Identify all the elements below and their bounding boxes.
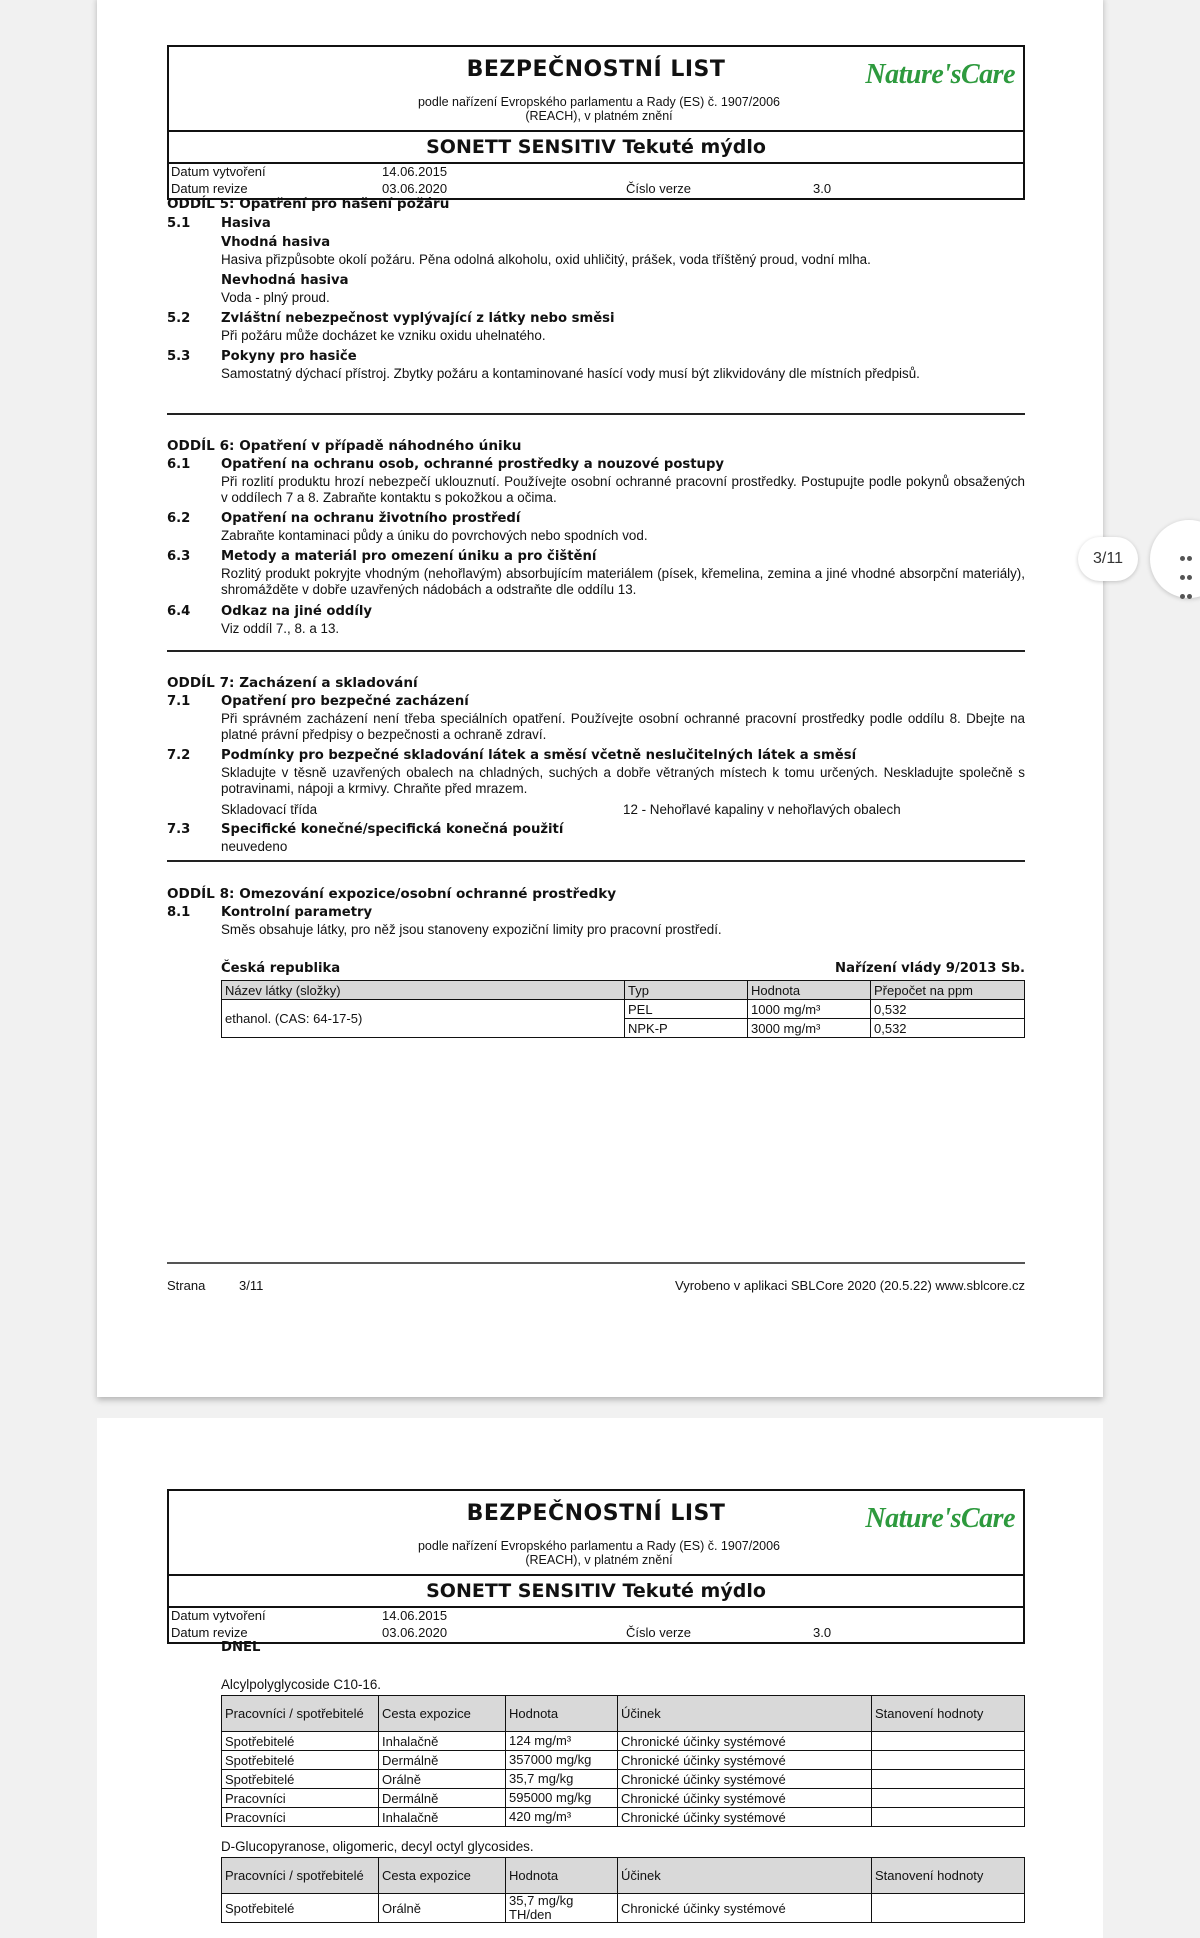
version-label: Číslo verze (626, 1625, 692, 1640)
subtitle-line-2: (REACH), v platném znění (525, 1553, 673, 1567)
created-value: 14.06.2015 (382, 1608, 448, 1623)
table-cell: Spotřebitelé (222, 1751, 379, 1770)
revision-label: Datum revize (171, 1625, 248, 1640)
created-value: 14.06.2015 (382, 164, 448, 179)
table-cell: Spotřebitelé (222, 1894, 379, 1923)
table-row (222, 1751, 1025, 1770)
table-row (222, 1000, 1025, 1019)
column-header: Název látky (složky) (222, 981, 625, 1000)
version-label: Číslo verze (626, 181, 692, 196)
table-cell: Orálně (379, 1770, 506, 1789)
section-divider (167, 860, 1025, 862)
subsection-number: 6.4 (167, 604, 191, 619)
value-cell: 3000 mg/m³ (748, 1019, 871, 1038)
subsection-number: 5.3 (167, 349, 191, 364)
version-value: 3.0 (813, 181, 832, 196)
unsuitable-extinguishers-text: Voda - plný proud. (221, 290, 330, 305)
column-header: Cesta expozice (379, 1696, 506, 1732)
subsection-text: Směs obsahuje látky, pro něž jsou stanoveny expoziční limity pro pracovní prostředí. (221, 922, 722, 937)
exposure-limits-table (221, 980, 1025, 1038)
table-cell: Chronické účinky systémové (618, 1808, 872, 1827)
page-grid-button[interactable] (1150, 520, 1200, 598)
subtitle-line-1: podle nařízení Evropského parlamentu a Rady (ES) č. 1907/2006 (417, 1539, 781, 1553)
page-indicator: 3/11 (1078, 537, 1138, 581)
subsection-title: Podmínky pro bezpečné skladování látek a směsí včetně neslučitelných látek a směsí (221, 748, 857, 763)
substance-cell: ethanol. (CAS: 64-17-5) (222, 1000, 625, 1038)
created-label: Datum vytvoření (171, 1608, 266, 1623)
table-cell (872, 1789, 1025, 1808)
subsection-number: 5.1 (167, 216, 191, 231)
column-header: Typ (625, 981, 748, 1000)
grid-dots-icon (1180, 547, 1196, 604)
table-row (222, 1789, 1025, 1808)
subsection-text: Při požáru může docházet ke vzniku oxidu uhelnatého. (221, 328, 546, 343)
subsection-title: Zvláštní nebezpečnost vyplývající z látky nebo směsi (221, 311, 615, 326)
table-header-row (222, 1696, 1025, 1732)
value-cell: 1000 mg/m³ (748, 1000, 871, 1019)
suitable-extinguishers-title: Vhodná hasiva (221, 235, 331, 250)
storage-class-label: Skladovací třída (221, 802, 318, 817)
pdf-page-3 (97, 0, 1103, 1397)
table-cell: Chronické účinky systémové (618, 1732, 872, 1751)
subsection-title: Odkaz na jiné oddíly (221, 604, 373, 619)
subsection-text: Viz oddíl 7., 8. a 13. (221, 621, 340, 636)
table-cell: Chronické účinky systémové (618, 1770, 872, 1789)
type-cell: PEL (625, 1000, 748, 1019)
table-row (222, 1732, 1025, 1751)
subsection-number: 8.1 (167, 905, 191, 920)
column-header: Přepočet na ppm (871, 981, 1025, 1000)
subsection-title: Specifické konečné/specifická konečná použití (221, 822, 564, 837)
table-cell: Pracovníci (222, 1789, 379, 1808)
subsection-title: Opatření na ochranu životního prostředí (221, 511, 521, 526)
table-cell: Dermálně (379, 1789, 506, 1808)
subsection-number: 7.3 (167, 822, 191, 837)
table-cell (872, 1770, 1025, 1789)
dnel-table-2 (221, 1857, 1025, 1923)
subsection-title: Metody a materiál pro omezení úniku a pro čištění (221, 549, 597, 564)
table-cell: 35,7 mg/kg (506, 1770, 618, 1789)
subsection-number: 5.2 (167, 311, 191, 326)
unsuitable-extinguishers-title: Nevhodná hasiva (221, 273, 349, 288)
dnel-table-body (222, 1732, 1025, 1827)
regulation-label: Nařízení vlády 9/2013 Sb. (835, 961, 1025, 976)
table-cell: 420 mg/m³ (506, 1808, 618, 1827)
footer-page-label: Strana (167, 1278, 206, 1293)
natures-care-logo: Nature'sCare (865, 59, 1015, 90)
product-name: SONETT SENSITIV Tekuté mýdlo (169, 132, 1023, 164)
revision-value: 03.06.2020 (382, 181, 448, 196)
table-cell: 35,7 mg/kg TH/den (506, 1894, 618, 1923)
column-header: Stanovení hodnoty (872, 1696, 1025, 1732)
column-header: Cesta expozice (379, 1858, 506, 1894)
section-5-title: ODDÍL 5: Opatření pro hašení požáru (167, 196, 450, 212)
table-cell: 595000 mg/kg (506, 1789, 618, 1808)
subsection-number: 7.2 (167, 748, 191, 763)
column-header: Účinek (618, 1858, 872, 1894)
subsection-title: Hasiva (221, 216, 271, 231)
document-title: BEZPEČNOSTNÍ LIST (466, 57, 726, 82)
table-cell: Dermálně (379, 1751, 506, 1770)
subsection-title: Kontrolní parametry (221, 905, 373, 920)
column-header: Účinek (618, 1696, 872, 1732)
table-cell (872, 1732, 1025, 1751)
column-header: Pracovníci / spotřebitelé (222, 1858, 379, 1894)
version-value: 3.0 (813, 1625, 832, 1640)
table-header-row (222, 981, 1025, 1000)
section-divider (167, 650, 1025, 652)
subsection-number: 6.2 (167, 511, 191, 526)
table-cell (872, 1894, 1025, 1923)
subsection-number: 6.1 (167, 457, 191, 472)
country-label: Česká republika (221, 961, 341, 976)
table-row (222, 1770, 1025, 1789)
table-cell: 357000 mg/kg (506, 1751, 618, 1770)
table-row (222, 1894, 1025, 1923)
column-header: Hodnota (748, 981, 871, 1000)
subsection-number: 6.3 (167, 549, 191, 564)
revision-label: Datum revize (171, 181, 248, 196)
section-8-title: ODDÍL 8: Omezování expozice/osobní ochranné prostředky (167, 886, 617, 902)
product-name: SONETT SENSITIV Tekuté mýdlo (169, 1576, 1023, 1608)
document-title: BEZPEČNOSTNÍ LIST (466, 1501, 726, 1526)
created-label: Datum vytvoření (171, 164, 266, 179)
subsection-text: Při správném zacházení není třeba speciálních opatření. Používejte osobní ochranné pracovní prostředky podle oddílu 8. Dbejte na platné právní předpisy o bezpečnosti a ochraně zdraví. (221, 711, 1025, 742)
subsection-title: Opatření na ochranu osob, ochranné prostředky a nouzové postupy (221, 457, 724, 472)
column-header: Hodnota (506, 1858, 618, 1894)
subsection-number: 7.1 (167, 694, 191, 709)
table-cell: Orálně (379, 1894, 506, 1923)
type-cell: NPK-P (625, 1019, 748, 1038)
dnel-table-body (222, 1894, 1025, 1923)
subsection-text: Samostatný dýchací přístroj. Zbytky požáru a kontaminované hasící vody musí být zlikvidovány dle místních předpisů. (221, 366, 920, 381)
ppm-cell: 0,532 (871, 1000, 1025, 1019)
footer-producer: Vyrobeno v aplikaci SBLCore 2020 (20.5.22) www.sblcore.cz (675, 1278, 1025, 1293)
table-cell: Spotřebitelé (222, 1732, 379, 1751)
document-body (167, 0, 1025, 1396)
column-header: Hodnota (506, 1696, 618, 1732)
subsection-text: Při rozlití produktu hrozí nebezpečí uklouznutí. Používejte osobní ochranné pracovní prostředky. Postupujte podle pokynů obsažených v oddílech 7 a 8. Zabraňte kontaktu s pokožkou a očima. (221, 474, 1025, 505)
subsection-title: Opatření pro bezpečné zacházení (221, 694, 469, 709)
table-cell: Chronické účinky systémové (618, 1751, 872, 1770)
section-6-title: ODDÍL 6: Opatření v případě náhodného úniku (167, 438, 522, 454)
table-cell: Inhalačně (379, 1808, 506, 1827)
table-cell: Chronické účinky systémové (618, 1894, 872, 1923)
storage-class-value: 12 - Nehořlavé kapaliny v nehořlavých obalech (623, 802, 901, 817)
subsection-text: Zabraňte kontaminaci půdy a úniku do povrchových nebo spodních vod. (221, 528, 648, 543)
table-header-row (222, 1858, 1025, 1894)
table-cell: Inhalačně (379, 1732, 506, 1751)
table-cell (872, 1751, 1025, 1770)
table-cell: Spotřebitelé (222, 1770, 379, 1789)
pdf-page-4 (97, 1418, 1103, 1938)
ppm-cell: 0,532 (871, 1019, 1025, 1038)
revision-value: 03.06.2020 (382, 1625, 448, 1640)
dnel-title: DNEL (221, 1640, 261, 1655)
footer-page-value: 3/11 (239, 1278, 264, 1293)
natures-care-logo: Nature'sCare (865, 1503, 1015, 1534)
subsection-title: Pokyny pro hasiče (221, 349, 357, 364)
suitable-extinguishers-text: Hasiva přizpůsobte okolí požáru. Pěna odolná alkoholu, oxid uhličitý, prášek, voda tříštěný proud, vodní mlha. (221, 252, 871, 267)
document-body (167, 1418, 1025, 1938)
footer-divider (167, 1262, 1025, 1264)
subtitle-line-2: (REACH), v platném znění (525, 109, 673, 123)
column-header: Stanovení hodnoty (872, 1858, 1025, 1894)
subtitle-line-1: podle nařízení Evropského parlamentu a Rady (ES) č. 1907/2006 (417, 95, 781, 109)
substance-name: Alcylpolyglycoside C10-16. (221, 1677, 382, 1692)
dnel-table-1 (221, 1695, 1025, 1827)
table-cell (872, 1808, 1025, 1827)
subsection-text: neuvedeno (221, 839, 288, 854)
substance-name: D-Glucopyranose, oligomeric, decyl octyl glycosides. (221, 1839, 534, 1854)
table-cell: Chronické účinky systémové (618, 1789, 872, 1808)
section-divider (167, 413, 1025, 415)
column-header: Pracovníci / spotřebitelé (222, 1696, 379, 1732)
table-cell: 124 mg/m³ (506, 1732, 618, 1751)
subsection-text: Skladujte v těsně uzavřených obalech na chladných, suchých a dobře větraných místech k tomu určených. Neskladujte společně s potravinami, nápoji a krmivy. Chraňte před mrazem. (221, 765, 1025, 796)
subsection-text: Rozlitý produkt pokryjte vhodným (nehořlavým) absorbujícím materiálem (písek, křemelina, zemina a jiné vhodné absorpční materiály), shromážděte v dobře uzavřených nádobách a odstraňte dle oddílu 13. (221, 566, 1025, 597)
section-7-title: ODDÍL 7: Zacházení a skladování (167, 675, 418, 691)
table-cell: Pracovníci (222, 1808, 379, 1827)
table-row (222, 1808, 1025, 1827)
